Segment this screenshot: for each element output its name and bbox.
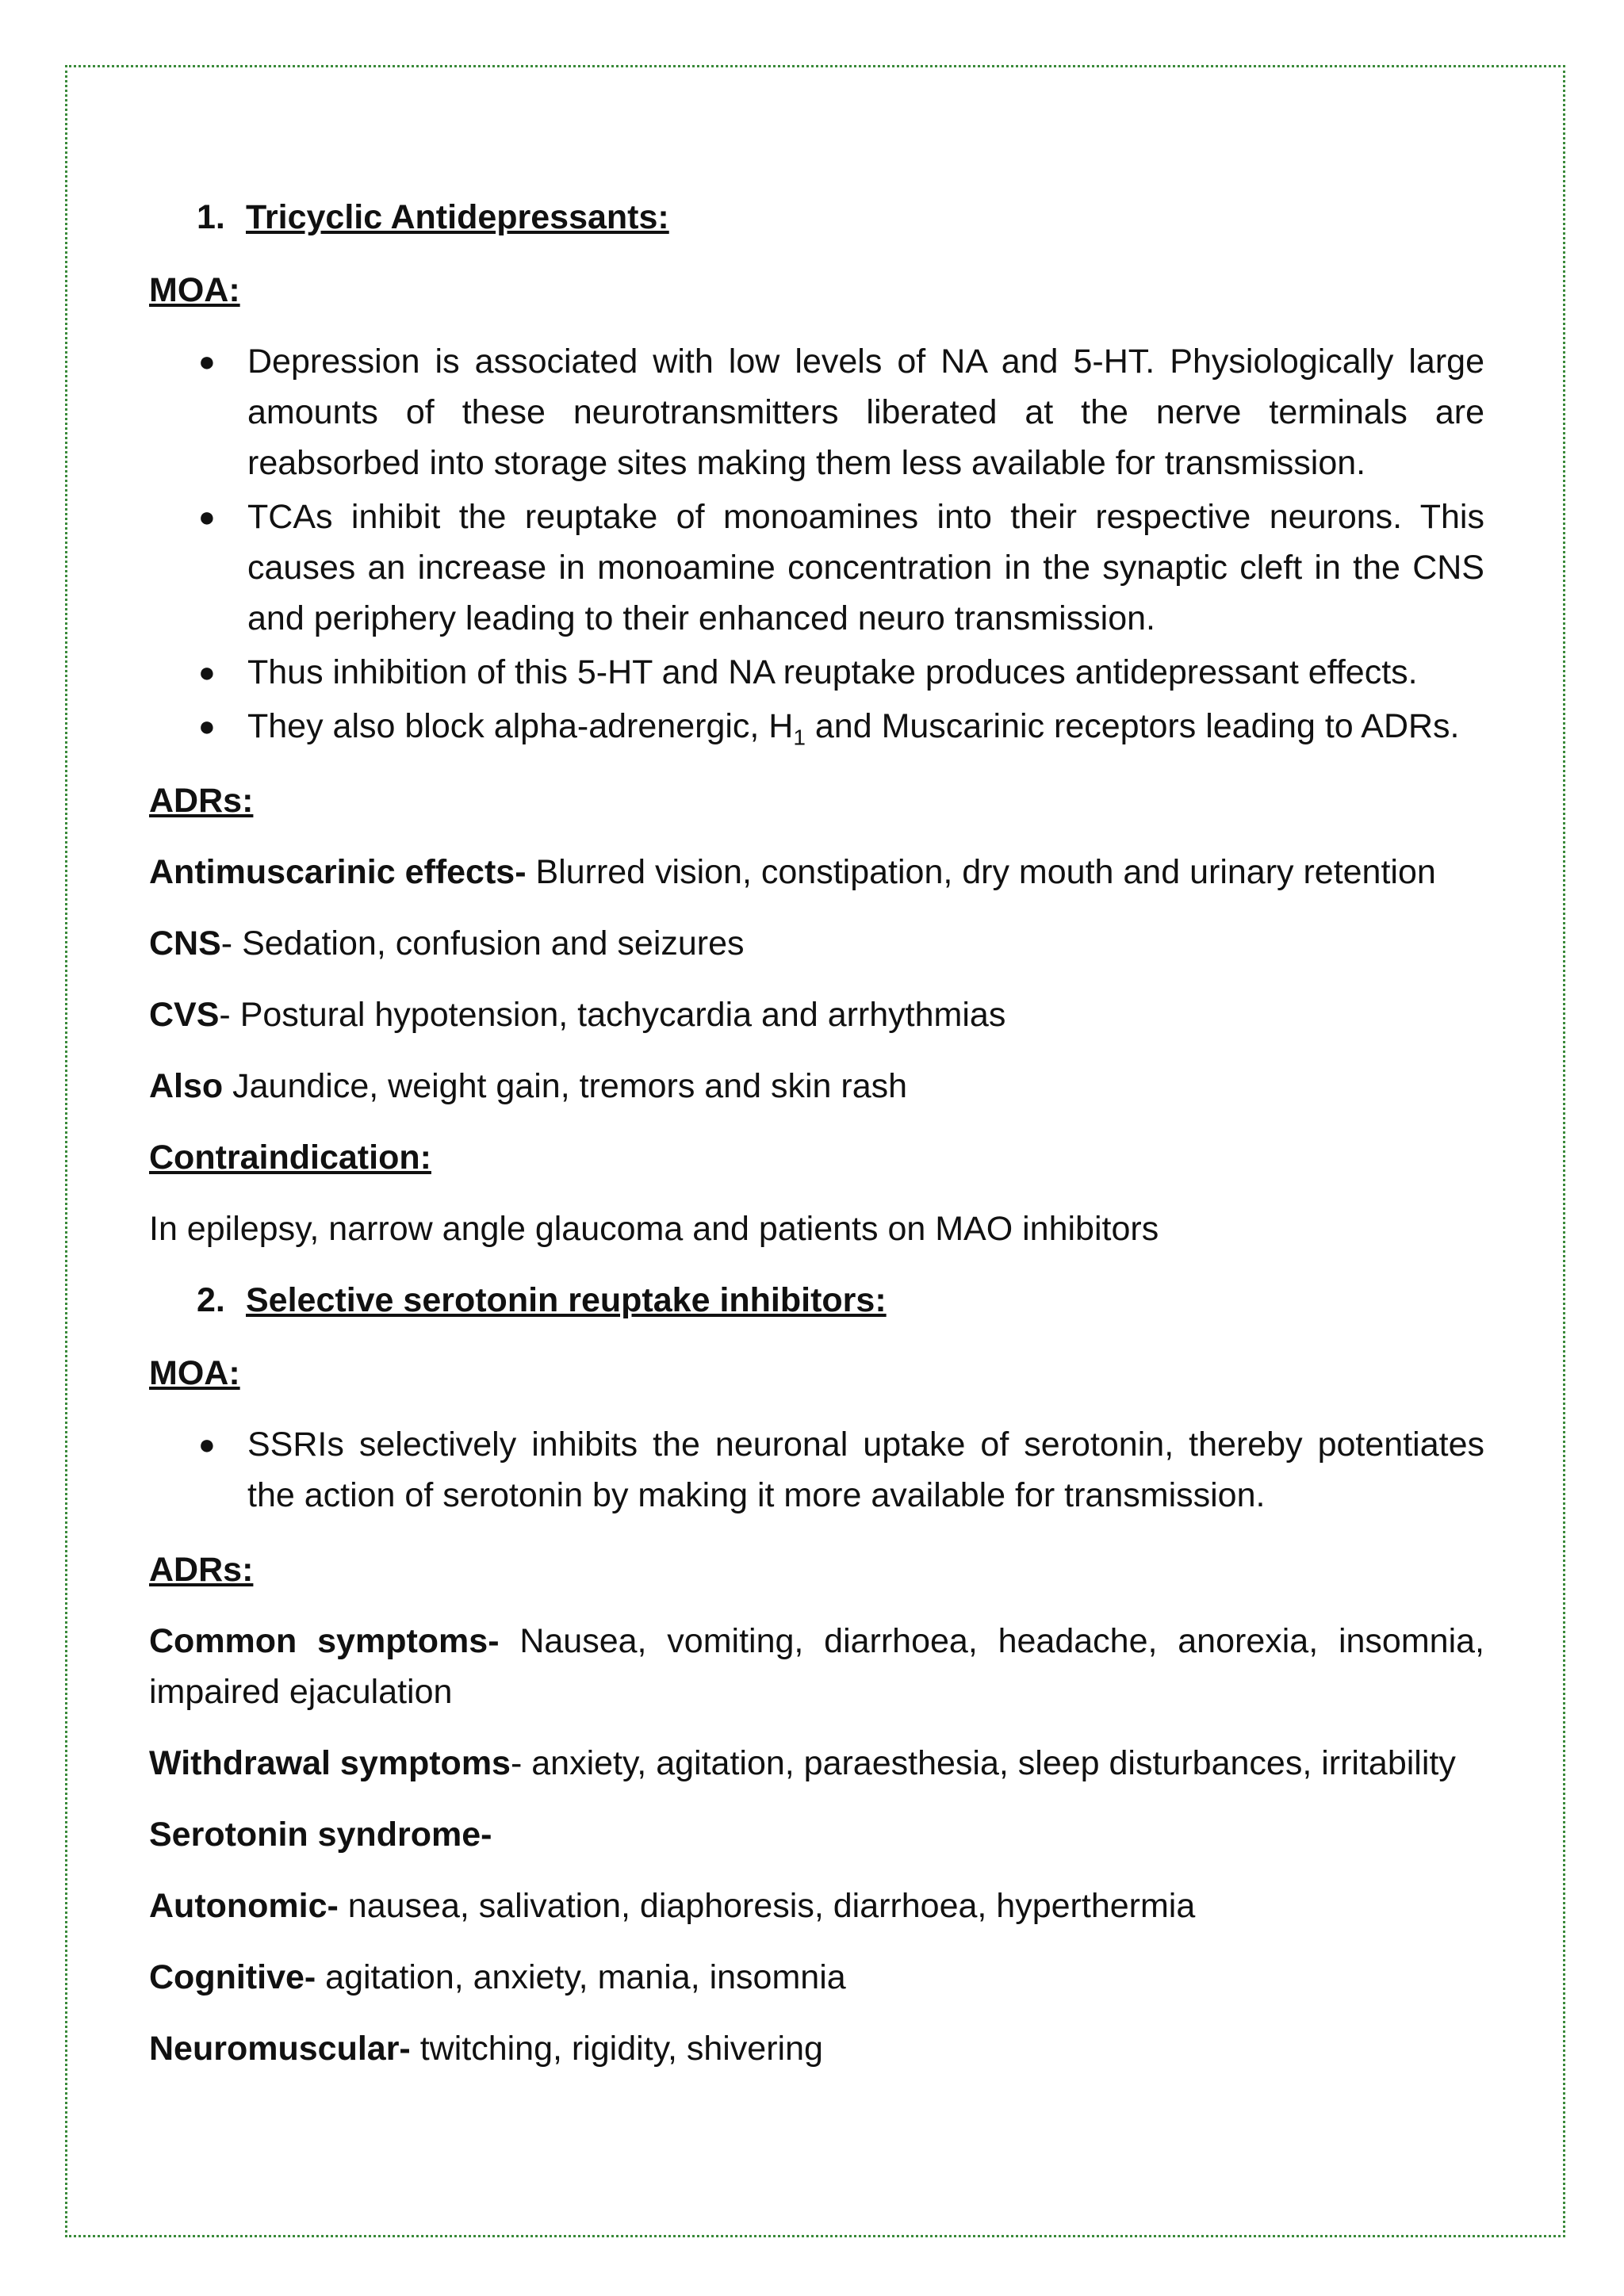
adr-line: Common symptoms- Nausea, vomiting, diarrhoea, headache, anorexia, insomnia, impaired ejaculation	[149, 1622, 1484, 1711]
list-item: ● Depression is associated with low levels of NA and 5-HT. Physiologically large amounts of these neurotransmitters liberated at the nerve terminals are reabsorbed into storage sites making them less available for transmission.	[149, 336, 1484, 488]
contraindication-heading: Contraindication:	[149, 1138, 431, 1177]
bullet-icon: ●	[198, 1428, 216, 1460]
adr-line: Autonomic- nausea, salivation, diaphoresis, diarrhoea, hyperthermia	[149, 1887, 1196, 1925]
list-item: ● SSRIs selectively inhibits the neuronal uptake of serotonin, thereby potentiates the action of serotonin by making it more available for transmission.	[149, 1419, 1484, 1521]
bullet-icon: ●	[198, 710, 216, 742]
list-item: ● TCAs inhibit the reuptake of monoamines into their respective neurons. This causes an increase in monoamine concentration in the synaptic cleft in the CNS and periphery leading to their enhanced neuro transmission.	[149, 492, 1484, 644]
document-content	[149, 192, 1484, 2095]
section-1-number: 1.	[197, 198, 225, 236]
bullet-icon: ●	[198, 345, 216, 377]
bullet-icon: ●	[198, 656, 216, 688]
adr-line: Withdrawal symptoms- anxiety, agitation, paraesthesia, sleep disturbances, irritability	[149, 1744, 1456, 1782]
section-2-number: 2.	[197, 1281, 225, 1319]
section-1-moa-list	[149, 336, 1484, 752]
adr-line: CNS- Sedation, confusion and seizures	[149, 924, 745, 962]
contraindication-text: In epilepsy, narrow angle glaucoma and patients on MAO inhibitors	[149, 1210, 1159, 1248]
adr-line: Antimuscarinic effects- Blurred vision, constipation, dry mouth and urinary retention	[149, 853, 1436, 891]
section-2-moa-list	[149, 1419, 1484, 1521]
list-item: ● Thus inhibition of this 5-HT and NA reuptake produces antidepressant effects.	[149, 647, 1484, 698]
adr-line: Serotonin syndrome-	[149, 1816, 492, 1854]
adr-line: Also Jaundice, weight gain, tremors and skin rash	[149, 1067, 908, 1105]
section-1-heading	[149, 192, 1484, 243]
section-1-title: Tricyclic Antidepressants:	[246, 198, 669, 236]
adr-line: Neuromuscular- twitching, rigidity, shivering	[149, 2030, 823, 2068]
section-2-title: Selective serotonin reuptake inhibitors:	[246, 1281, 887, 1319]
section-2-adrs-heading: ADRs:	[149, 1551, 254, 1589]
section-2-moa-heading: MOA:	[149, 1354, 240, 1392]
section-1-moa-heading: MOA:	[149, 271, 240, 309]
section-2-heading	[149, 1275, 1484, 1326]
section-1-adrs-heading: ADRs:	[149, 782, 254, 820]
adr-line: CVS- Postural hypotension, tachycardia and arrhythmias	[149, 996, 1006, 1034]
list-item: ● They also block alpha-adrenergic, $H_1$ and Muscarinic receptors leading to ADRs.	[149, 701, 1484, 752]
bullet-icon: ●	[198, 500, 216, 533]
adr-line: Cognitive- agitation, anxiety, mania, insomnia	[149, 1958, 846, 1996]
